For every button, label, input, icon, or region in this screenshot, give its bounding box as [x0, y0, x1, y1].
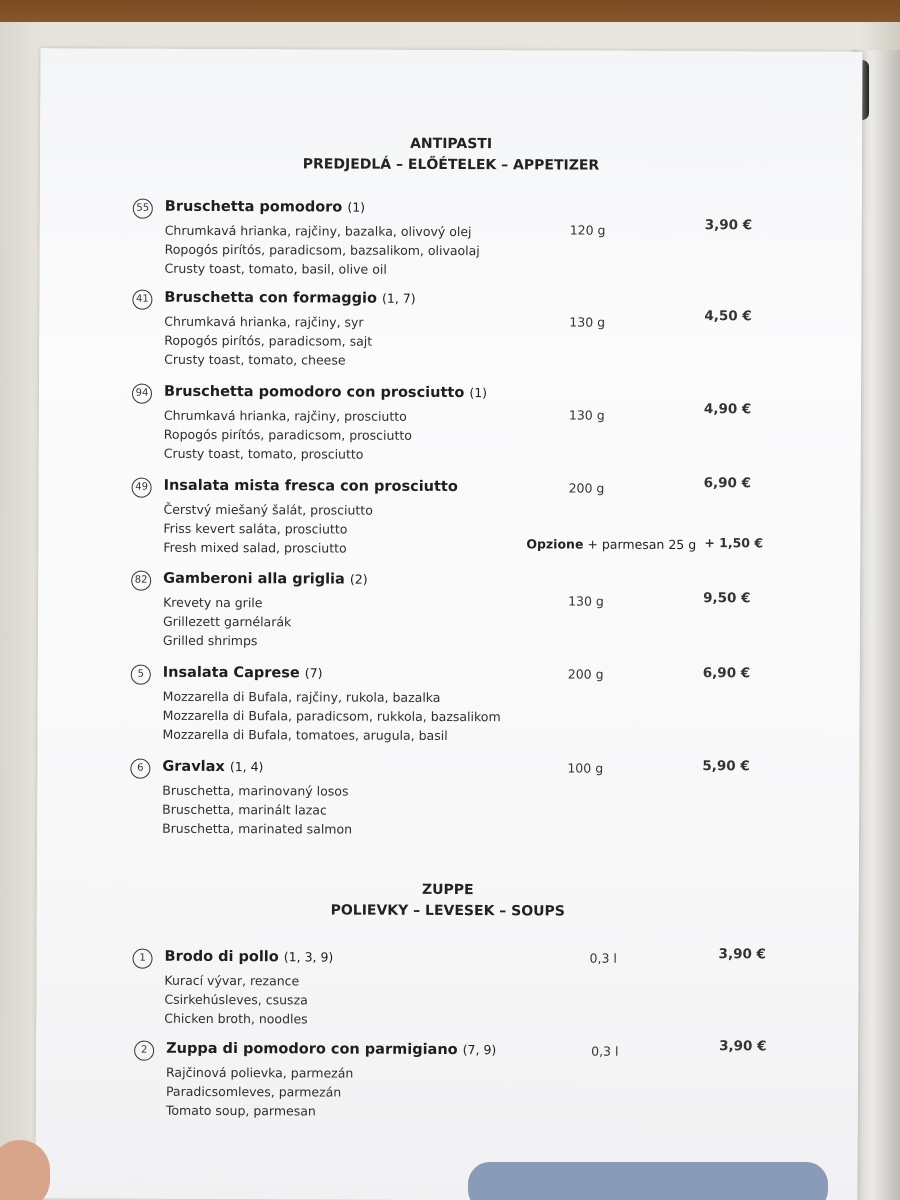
- item-description: [166, 1063, 354, 1121]
- desc-line: Crusty toast, tomato, basil, olive oil: [164, 260, 387, 277]
- desc-line: Čerstvý miešaný šalát, prosciutto: [163, 501, 373, 518]
- item-price: 6,90 €: [702, 665, 751, 682]
- item-price: 5,90 €: [702, 758, 750, 775]
- desc-line: Crusty toast, tomato, prosciutto: [163, 445, 364, 462]
- section-title: ZUPPE: [421, 881, 474, 899]
- item-name: Bruschetta pomodoro: [164, 198, 343, 216]
- item-number-badge: 49: [132, 478, 152, 498]
- item-description: [163, 500, 373, 558]
- item-price: 4,90 €: [703, 401, 752, 418]
- antipasti-header: [40, 132, 862, 178]
- desc-line: Ropogós pirítós, paradicsom, bazsalikom, olivaolaj: [164, 241, 480, 259]
- desc-line: Mozzarella di Bufala, paradicsom, rukkola, bazsalikom: [162, 707, 501, 725]
- item-number-badge: 94: [132, 384, 152, 404]
- menu-page: [35, 48, 862, 1200]
- section-subtitle: POLIEVKY – LEVESEK – SOUPS: [330, 902, 565, 920]
- desc-line: Rajčinová polievka, parmezán: [166, 1064, 354, 1081]
- desc-line: Paradicsomleves, parmezán: [165, 1083, 342, 1100]
- menu-item: [36, 948, 858, 1042]
- item-name: Insalata mista fresca con prosciutto: [163, 477, 458, 496]
- desc-line: Bruschetta, marinated salmon: [162, 820, 353, 837]
- item-name: Gamberoni alla griglia: [163, 570, 345, 588]
- desc-line: Bruschetta, marinált lazac: [162, 801, 327, 818]
- menu-item: [38, 477, 860, 571]
- item-number-badge: 6: [130, 759, 150, 779]
- desc-line: Chrumkavá hrianka, rajčiny, prosciutto: [163, 407, 407, 424]
- item-weight: 130 g: [569, 314, 606, 330]
- item-name: Gravlax: [162, 758, 225, 776]
- option-price: + 1,50 €: [704, 535, 764, 551]
- menu-item: [39, 198, 861, 292]
- item-number-badge: 82: [131, 571, 151, 591]
- item-description: [162, 781, 352, 839]
- item-weight: 200 g: [567, 666, 604, 682]
- item-name: Zuppa di pomodoro con parmigiano: [166, 1040, 458, 1059]
- desc-line: Mozzarella di Bufala, tomatoes, arugula, basil: [162, 726, 448, 743]
- item-allergens: (1, 4): [229, 759, 264, 775]
- item-price: 3,90 €: [718, 946, 767, 963]
- item-allergens: (1): [469, 385, 488, 401]
- item-title: [163, 571, 367, 588]
- item-price: 6,90 €: [703, 475, 752, 492]
- desc-line: Fresh mixed salad, prosciutto: [163, 539, 347, 556]
- item-allergens: (2): [349, 571, 368, 587]
- item-number-badge: 5: [131, 665, 151, 685]
- item-title: [164, 478, 458, 495]
- item-allergens: (7): [304, 665, 323, 681]
- item-weight: 130 g: [568, 407, 605, 423]
- desc-line: Chrumkavá hrianka, rajčiny, syr: [164, 313, 364, 330]
- item-title: [164, 384, 487, 401]
- item-price: 9,50 €: [703, 590, 751, 607]
- item-description: [164, 312, 372, 370]
- desc-line: Ropogós pirítós, paradicsom, prosciutto: [163, 426, 412, 443]
- section-title: ANTIPASTI: [410, 135, 493, 153]
- desc-line: Friss kevert saláta, prosciutto: [163, 520, 348, 537]
- desc-line: Chicken broth, noodles: [164, 1010, 308, 1027]
- item-allergens: (1): [347, 199, 366, 215]
- item-weight: 200 g: [568, 480, 605, 496]
- item-name: Insalata Caprese: [162, 664, 300, 682]
- item-number-badge: 1: [132, 949, 152, 969]
- item-price: 4,50 €: [704, 308, 752, 325]
- desc-line: Csirkehúsleves, csusza: [164, 991, 308, 1008]
- item-weight: 0,3 l: [589, 950, 617, 966]
- menu-item: [38, 570, 860, 664]
- desc-line: Krevety na grile: [163, 594, 263, 611]
- item-title: [162, 759, 263, 775]
- item-title: [166, 1041, 496, 1058]
- item-description: [162, 687, 500, 745]
- desc-line: Crusty toast, tomato, cheese: [164, 351, 346, 368]
- option-text: + parmesan 25 g: [587, 536, 697, 553]
- item-description: [164, 971, 308, 1029]
- item-title: [165, 199, 365, 216]
- menu-item: [37, 664, 859, 758]
- desc-line: Grilled shrimps: [162, 632, 258, 649]
- item-title: [163, 665, 323, 682]
- menu-item: [37, 758, 859, 852]
- blue-object: [468, 1162, 828, 1200]
- item-title: [165, 949, 334, 966]
- item-number-badge: 55: [133, 199, 153, 219]
- option-label: Opzione: [526, 536, 584, 552]
- item-weight: 130 g: [568, 593, 604, 609]
- item-weight: 0,3 l: [591, 1043, 619, 1059]
- item-number-badge: 2: [134, 1041, 154, 1061]
- desc-line: Kurací vývar, rezance: [164, 972, 300, 989]
- item-price: 3,90 €: [704, 217, 753, 234]
- item-option: [526, 536, 696, 552]
- desc-line: Grillezett garnélarák: [162, 613, 292, 630]
- item-description: [163, 593, 292, 651]
- desc-line: Bruschetta, marinovaný losos: [162, 782, 349, 799]
- item-description: [164, 406, 412, 464]
- section-subtitle: PREDJEDLÁ – ELŐÉTELEK – APPETIZER: [302, 156, 600, 174]
- item-price: 3,90 €: [719, 1038, 767, 1055]
- item-title: [164, 290, 415, 307]
- item-weight: 100 g: [567, 760, 604, 776]
- menu-item: [36, 1040, 858, 1134]
- item-name: Bruschetta pomodoro con prosciutto: [163, 383, 465, 402]
- desc-line: Ropogós pirítós, paradicsom, sajt: [164, 332, 373, 349]
- desc-line: Chrumkavá hrianka, rajčiny, bazalka, olivový olej: [164, 222, 472, 240]
- zuppe-header: [37, 878, 859, 924]
- item-description: [165, 221, 480, 279]
- item-number-badge: 41: [132, 290, 152, 310]
- menu-item: [39, 383, 861, 477]
- item-allergens: (1, 3, 9): [283, 949, 334, 965]
- menu-item: [39, 289, 861, 383]
- item-name: Bruschetta con formaggio: [164, 289, 378, 307]
- desc-line: Mozzarella di Bufala, rajčiny, rukola, bazalka: [162, 688, 441, 705]
- item-allergens: (1, 7): [382, 290, 416, 306]
- item-allergens: (7, 9): [462, 1042, 497, 1058]
- desc-line: Tomato soup, parmesan: [165, 1102, 316, 1119]
- item-name: Brodo di pollo: [164, 948, 279, 966]
- item-weight: 120 g: [569, 222, 606, 238]
